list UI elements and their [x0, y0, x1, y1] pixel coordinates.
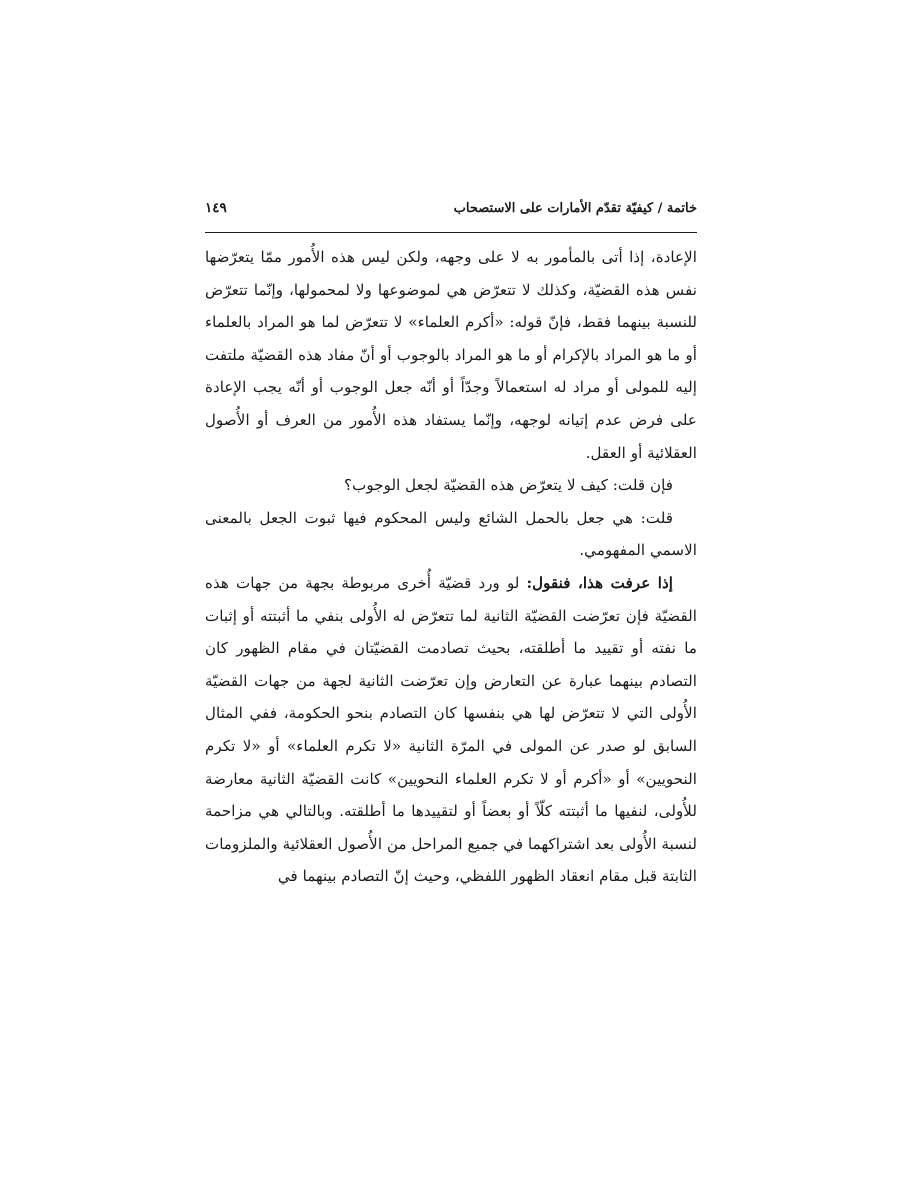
book-page — [205, 200, 697, 893]
paragraph-main — [205, 567, 697, 893]
paragraph-lead: إذا عرفت هذا، فنقول: — [526, 573, 673, 592]
paragraph-main-text: لو ورد قضيّة أُخرى مربوطة بجهة من جهات هذه القضيّة فإن تعرّضت القضيّة الثانية لما تتعرّض له الأُولى بنفي ما أثبتته أو إثبات ما نفته أو تقييد ما أطلقته، بحيث تصادمت القضيّتان في مقام الظهور كان التصادم بينهما عبارة عن التعارض وإن تعرّضت الثانية لجهة من جهات القضيّة الأُولى التي لا تتعرّض لها هي بنفسها كان التصادم بنحو الحكومة، ففي المثال السابق لو صدر عن المولى في المرّة الثانية «لا تكرم العلماء» أو «لا تكرم النحويين» أو «أكرم أو لا تكرم العلماء النحويين» كانت القضيّة الثانية معارضة للأُولى، لنفيها ما أثبتته كلّاً أو بعضاً أو لتقييدها ما أطلقته. وبالتالي هي مزاحمة لنسبة الأُولى بعد اشتراكهما في جميع المراحل من الأُصول العقلائية والملزومات الثابتة قبل مقام انعقاد الظهور اللفظي، وحيث إنّ التصادم بينهما في — [205, 573, 697, 886]
paragraph-continuation: الإعادة، إذا أتى بالمأمور به لا على وجهه، ولكن ليس هذه الأُمور ممّا يتعرّضها نفس هذه القضيّة، وكذلك لا تتعرّض هي لموضوعها ولا لمحمولها، وإنّما تتعرّض للنسبة بينهما فقط، فإنّ قوله: «أكرم العلماء» لا تتعرّض لما هو المراد بالعلماء أو ما هو المراد بالإكرام أو ما هو المراد بالوجوب أو أنّ مفاد هذه القضيّة ملتفت إليه للمولى أو مراد له استعمالاً وجدّاً أو أنّه جعل الوجوب أو أنّه يجب الإعادة على فرض عدم إتيانه لوجهه، وإنّما يستفاد هذه الأُمور من العرف أو الأُصول العقلائية أو العقل. — [205, 248, 697, 462]
paragraph-question: فإن قلت: كيف لا يتعرّض هذه القضيّة لجعل الوجوب؟ — [344, 476, 673, 495]
paragraph-answer: قلت: هي جعل بالحمل الشائع وليس المحكوم فيها ثبوت الجعل بالمعنى الاسمي المفهومي. — [205, 508, 697, 560]
running-header — [205, 200, 697, 233]
page-number: ١٤٩ — [205, 200, 227, 216]
header-title: خاتمة / كيفيّة تقدّم الأمارات على الاستصحاب — [453, 201, 697, 216]
body-text — [205, 241, 697, 893]
